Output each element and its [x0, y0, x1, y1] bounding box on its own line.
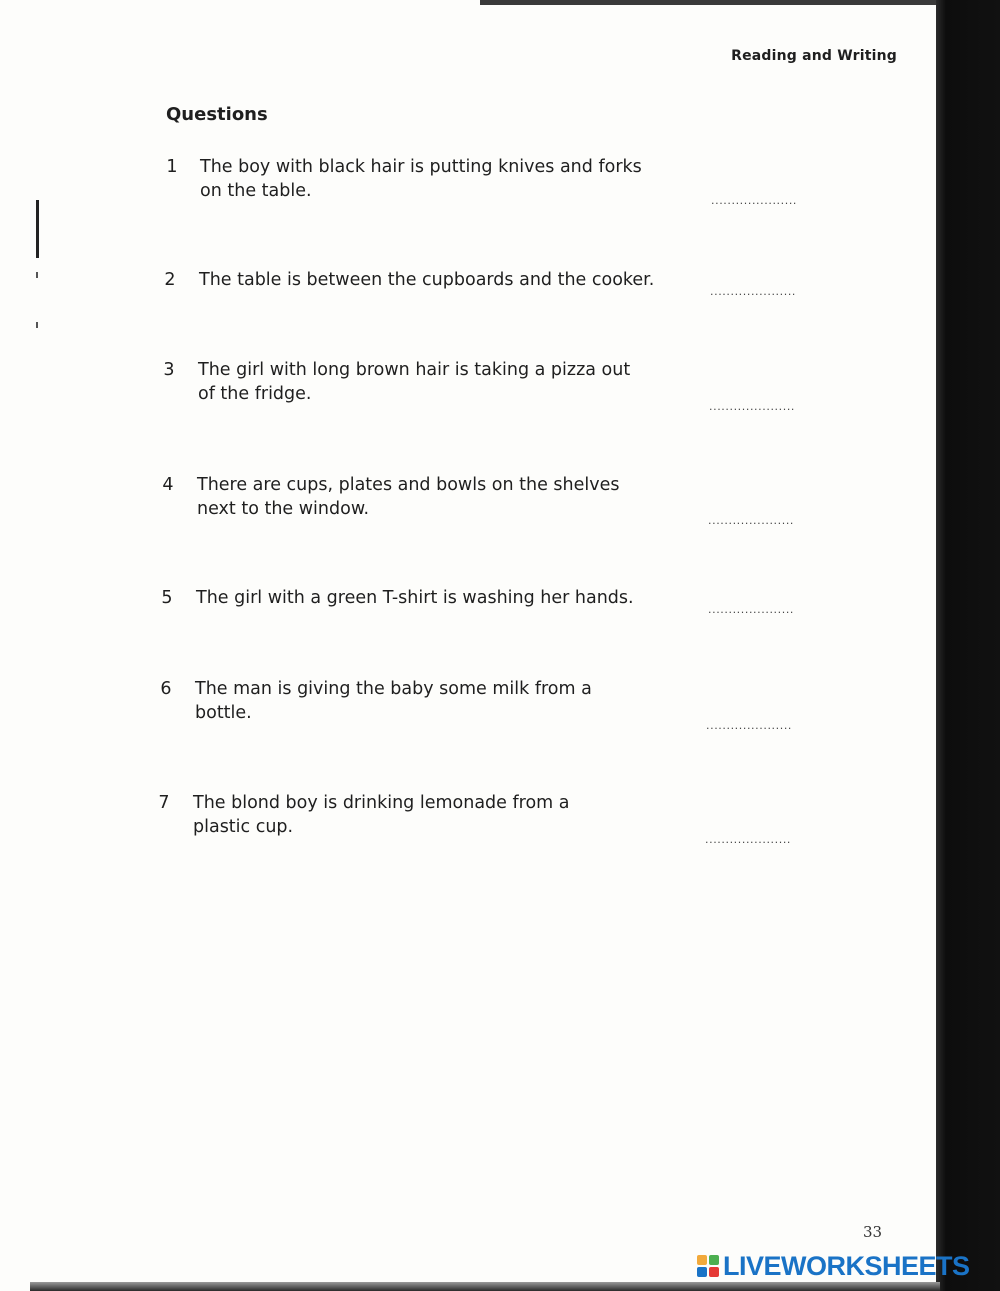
question-text	[195, 677, 675, 725]
question-line: The man is giving the baby some milk from a	[195, 679, 592, 699]
question-text	[193, 791, 673, 839]
answer-blank[interactable]: .....................	[705, 833, 792, 846]
logo-tile	[709, 1255, 719, 1265]
question-number: 4	[162, 475, 174, 495]
logo-tile	[709, 1267, 719, 1277]
question-line: bottle.	[195, 703, 252, 723]
question-text	[200, 155, 680, 203]
logo-tile	[697, 1267, 707, 1277]
answer-blank[interactable]: .....................	[706, 719, 793, 732]
question-number: 1	[166, 157, 178, 177]
answer-blank[interactable]: .....................	[709, 400, 796, 413]
question-line: next to the window.	[197, 499, 370, 519]
question-line: There are cups, plates and bowls on the shelves	[197, 475, 620, 495]
question-line: The girl with a green T-shirt is washing her hands.	[196, 588, 634, 608]
answer-blank[interactable]: .....................	[710, 285, 797, 298]
logo-tile	[697, 1255, 707, 1265]
question-number: 3	[163, 360, 175, 380]
question-text	[197, 473, 677, 521]
question-text	[196, 586, 676, 610]
question-line: The girl with long brown hair is taking a pizza out	[198, 360, 631, 380]
question-number: 7	[158, 793, 170, 813]
answer-blank[interactable]: .....................	[708, 514, 795, 527]
margin-dot	[36, 322, 38, 328]
answer-blank[interactable]: .....................	[711, 194, 798, 207]
question-line: The boy with black hair is putting knives and forks	[200, 157, 642, 177]
liveworksheets-watermark	[697, 1251, 970, 1281]
question-number: 6	[160, 679, 172, 699]
answer-blank[interactable]: .....................	[708, 603, 795, 616]
question-line: The table is between the cupboards and the cooker.	[199, 270, 655, 290]
question-line: plastic cup.	[193, 817, 294, 837]
question-line: The blond boy is drinking lemonade from a	[193, 793, 570, 813]
question-number: 5	[161, 588, 173, 608]
margin-mark	[36, 200, 39, 258]
question-number: 2	[164, 270, 176, 290]
questions-title: Questions	[166, 104, 268, 125]
liveworksheets-logo-icon	[697, 1255, 719, 1277]
scan-shadow-right	[936, 0, 1000, 1291]
question-line: on the table.	[200, 181, 312, 201]
question-text	[199, 268, 679, 292]
page-number: 33	[863, 1223, 883, 1241]
question-line: of the fridge.	[198, 384, 312, 404]
margin-dot	[36, 272, 38, 278]
watermark-text: LIVEWORKSHEETS	[723, 1250, 970, 1281]
scan-shadow-bottom	[30, 1282, 940, 1291]
scan-shadow-top	[480, 0, 940, 5]
question-text	[198, 358, 678, 406]
section-header: Reading and Writing	[731, 48, 897, 64]
